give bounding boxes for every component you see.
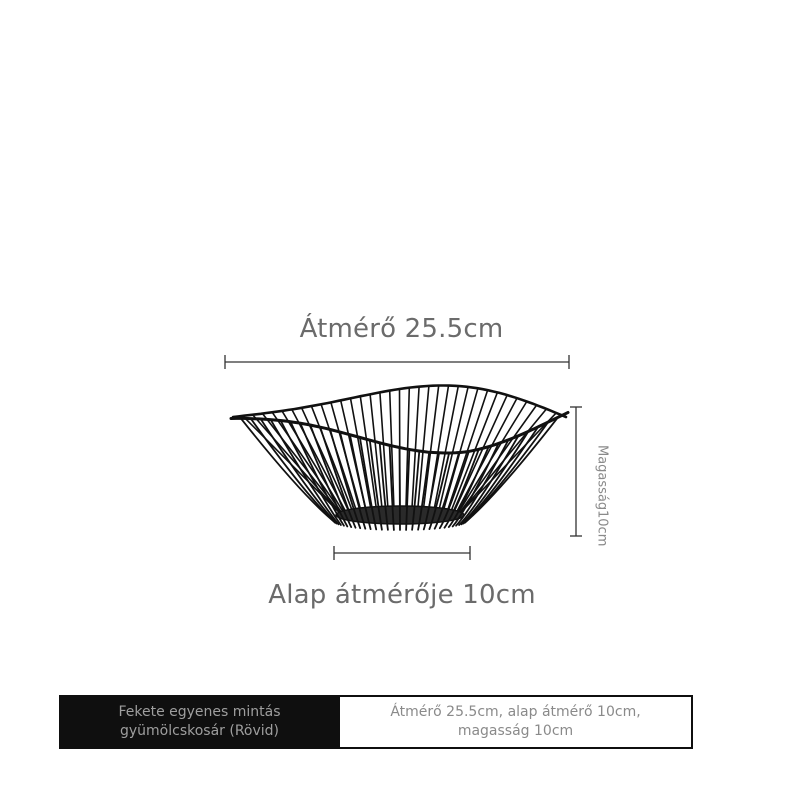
spec-table-dimensions-cell [340, 695, 693, 749]
spec-table-product-name-cell [59, 695, 340, 749]
basket-wire-front [400, 448, 401, 531]
base-diameter-label: Alap átmérője 10cm [268, 580, 536, 610]
height-label-value: 10cm [594, 510, 610, 547]
height-label-word: Magasság [594, 445, 610, 511]
diameter-label: Átmérő 25.5cm [299, 314, 504, 344]
product-name: Fekete egyenes mintás gyümölcskosár (Rövid) [118, 704, 281, 739]
height-label [580, 440, 624, 552]
wire-fruit-basket-icon [231, 386, 568, 531]
base-dimension-line [334, 546, 470, 560]
spec-table [59, 695, 693, 749]
product-dimensions: Átmérő 25.5cm, alap átmérő 10cm, magasság 10cm [390, 704, 641, 739]
diameter-dimension-line [225, 355, 569, 369]
